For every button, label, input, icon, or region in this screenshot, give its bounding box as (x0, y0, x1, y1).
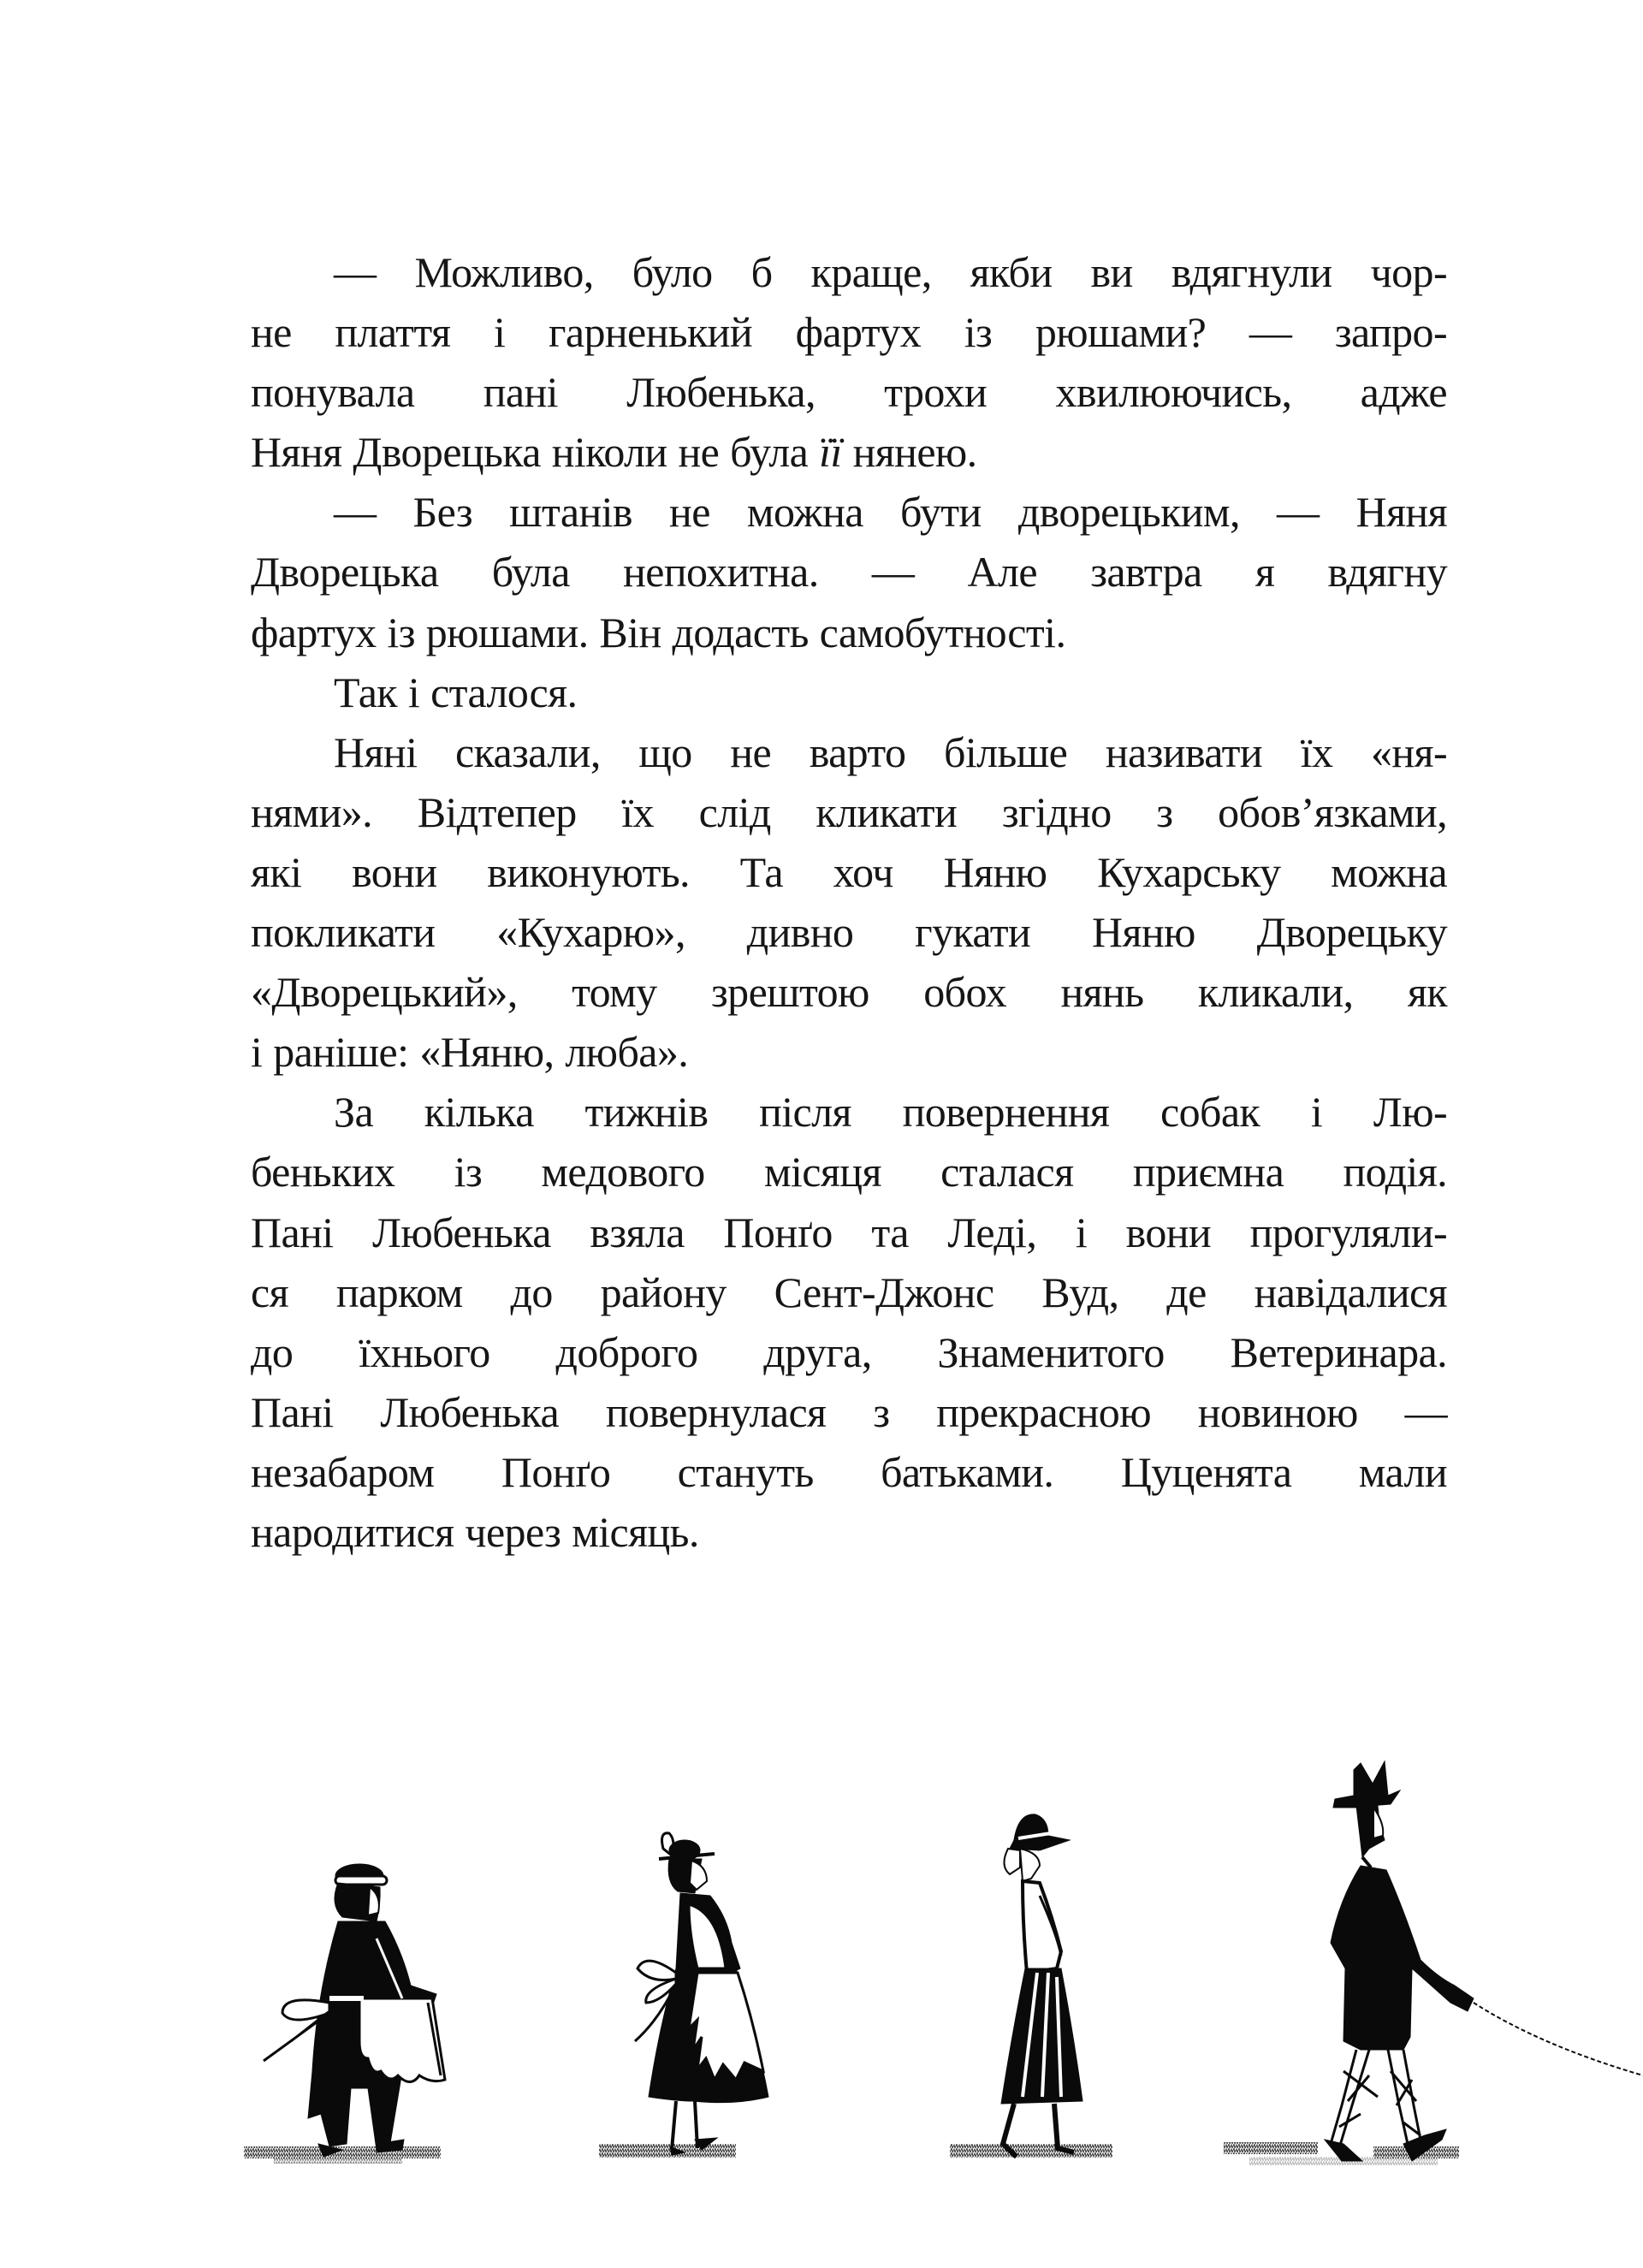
text-line: Пані Любенька взяла Понґо та Леді, і вони прогуляли- (251, 1208, 1447, 1256)
text-line: Так і сталося. (334, 668, 578, 716)
text-line: Няні сказали, що не варто більше називати їх «ня- (334, 727, 1447, 776)
grass-patches (244, 2142, 1459, 2165)
text-line: народитися через місяць. (251, 1507, 699, 1556)
text-line: фартух із рюшами. Він додасть самобутності. (251, 608, 1066, 656)
body-text (251, 242, 1447, 1562)
text-line: понувала пані Любенька, трохи хвилюючись, адже (251, 368, 1447, 417)
text-line: Пані Любенька повернулася з прекрасною новиною — (251, 1387, 1447, 1436)
text-line: беньких із медового місяця сталася приємна подія. (251, 1148, 1447, 1196)
butler-nanny-figure (635, 1833, 768, 2155)
text-line: незабаром Понґо стануть батьками. Цуценята мали (251, 1447, 1447, 1496)
text-span: нянею. (841, 428, 977, 477)
italic-emphasis: її (819, 428, 842, 477)
text-line: Дворецька була непохитна. — Але завтра я вдягну (251, 548, 1447, 597)
text-line: «Дворецький», тому зрештою обох нянь кликали, як (251, 968, 1447, 1017)
walking-figures-illustration (0, 1729, 1643, 2208)
text-line: — Без штанів не можна бути дворецьким, — Няня (334, 488, 1447, 537)
text-line: не плаття і гарненький фартух із рюшами? — запро- (251, 308, 1447, 357)
text-line: покликати «Кухарю», дивно гукати Няню Дворецьку (251, 908, 1447, 957)
text-line: які вони виконують. Та хоч Няню Кухарську можна (251, 847, 1447, 896)
text-line (251, 422, 1447, 482)
text-line: ся парком до району Сент-Джонс Вуд, де навідалися (251, 1268, 1447, 1316)
text-span: Няня Дворецька ніколи не була (251, 428, 820, 477)
text-line: — Можливо, було б краще, якби ви вдягнули чор- (334, 248, 1447, 296)
text-line: нями». Відтепер їх слід кликати згідно з обов’язками, (251, 787, 1447, 836)
mr-dearly-figure (1325, 1761, 1643, 2161)
cook-nanny-figure (264, 1864, 445, 2157)
mrs-dearly-figure (1001, 1814, 1082, 2157)
text-line: і раніше: «Няню, люба». (251, 1028, 689, 1077)
text-line: За кілька тижнів після повернення собак і Лю- (334, 1088, 1447, 1137)
text-line: до їхнього доброго друга, Знаменитого Ветеринара. (251, 1327, 1447, 1376)
